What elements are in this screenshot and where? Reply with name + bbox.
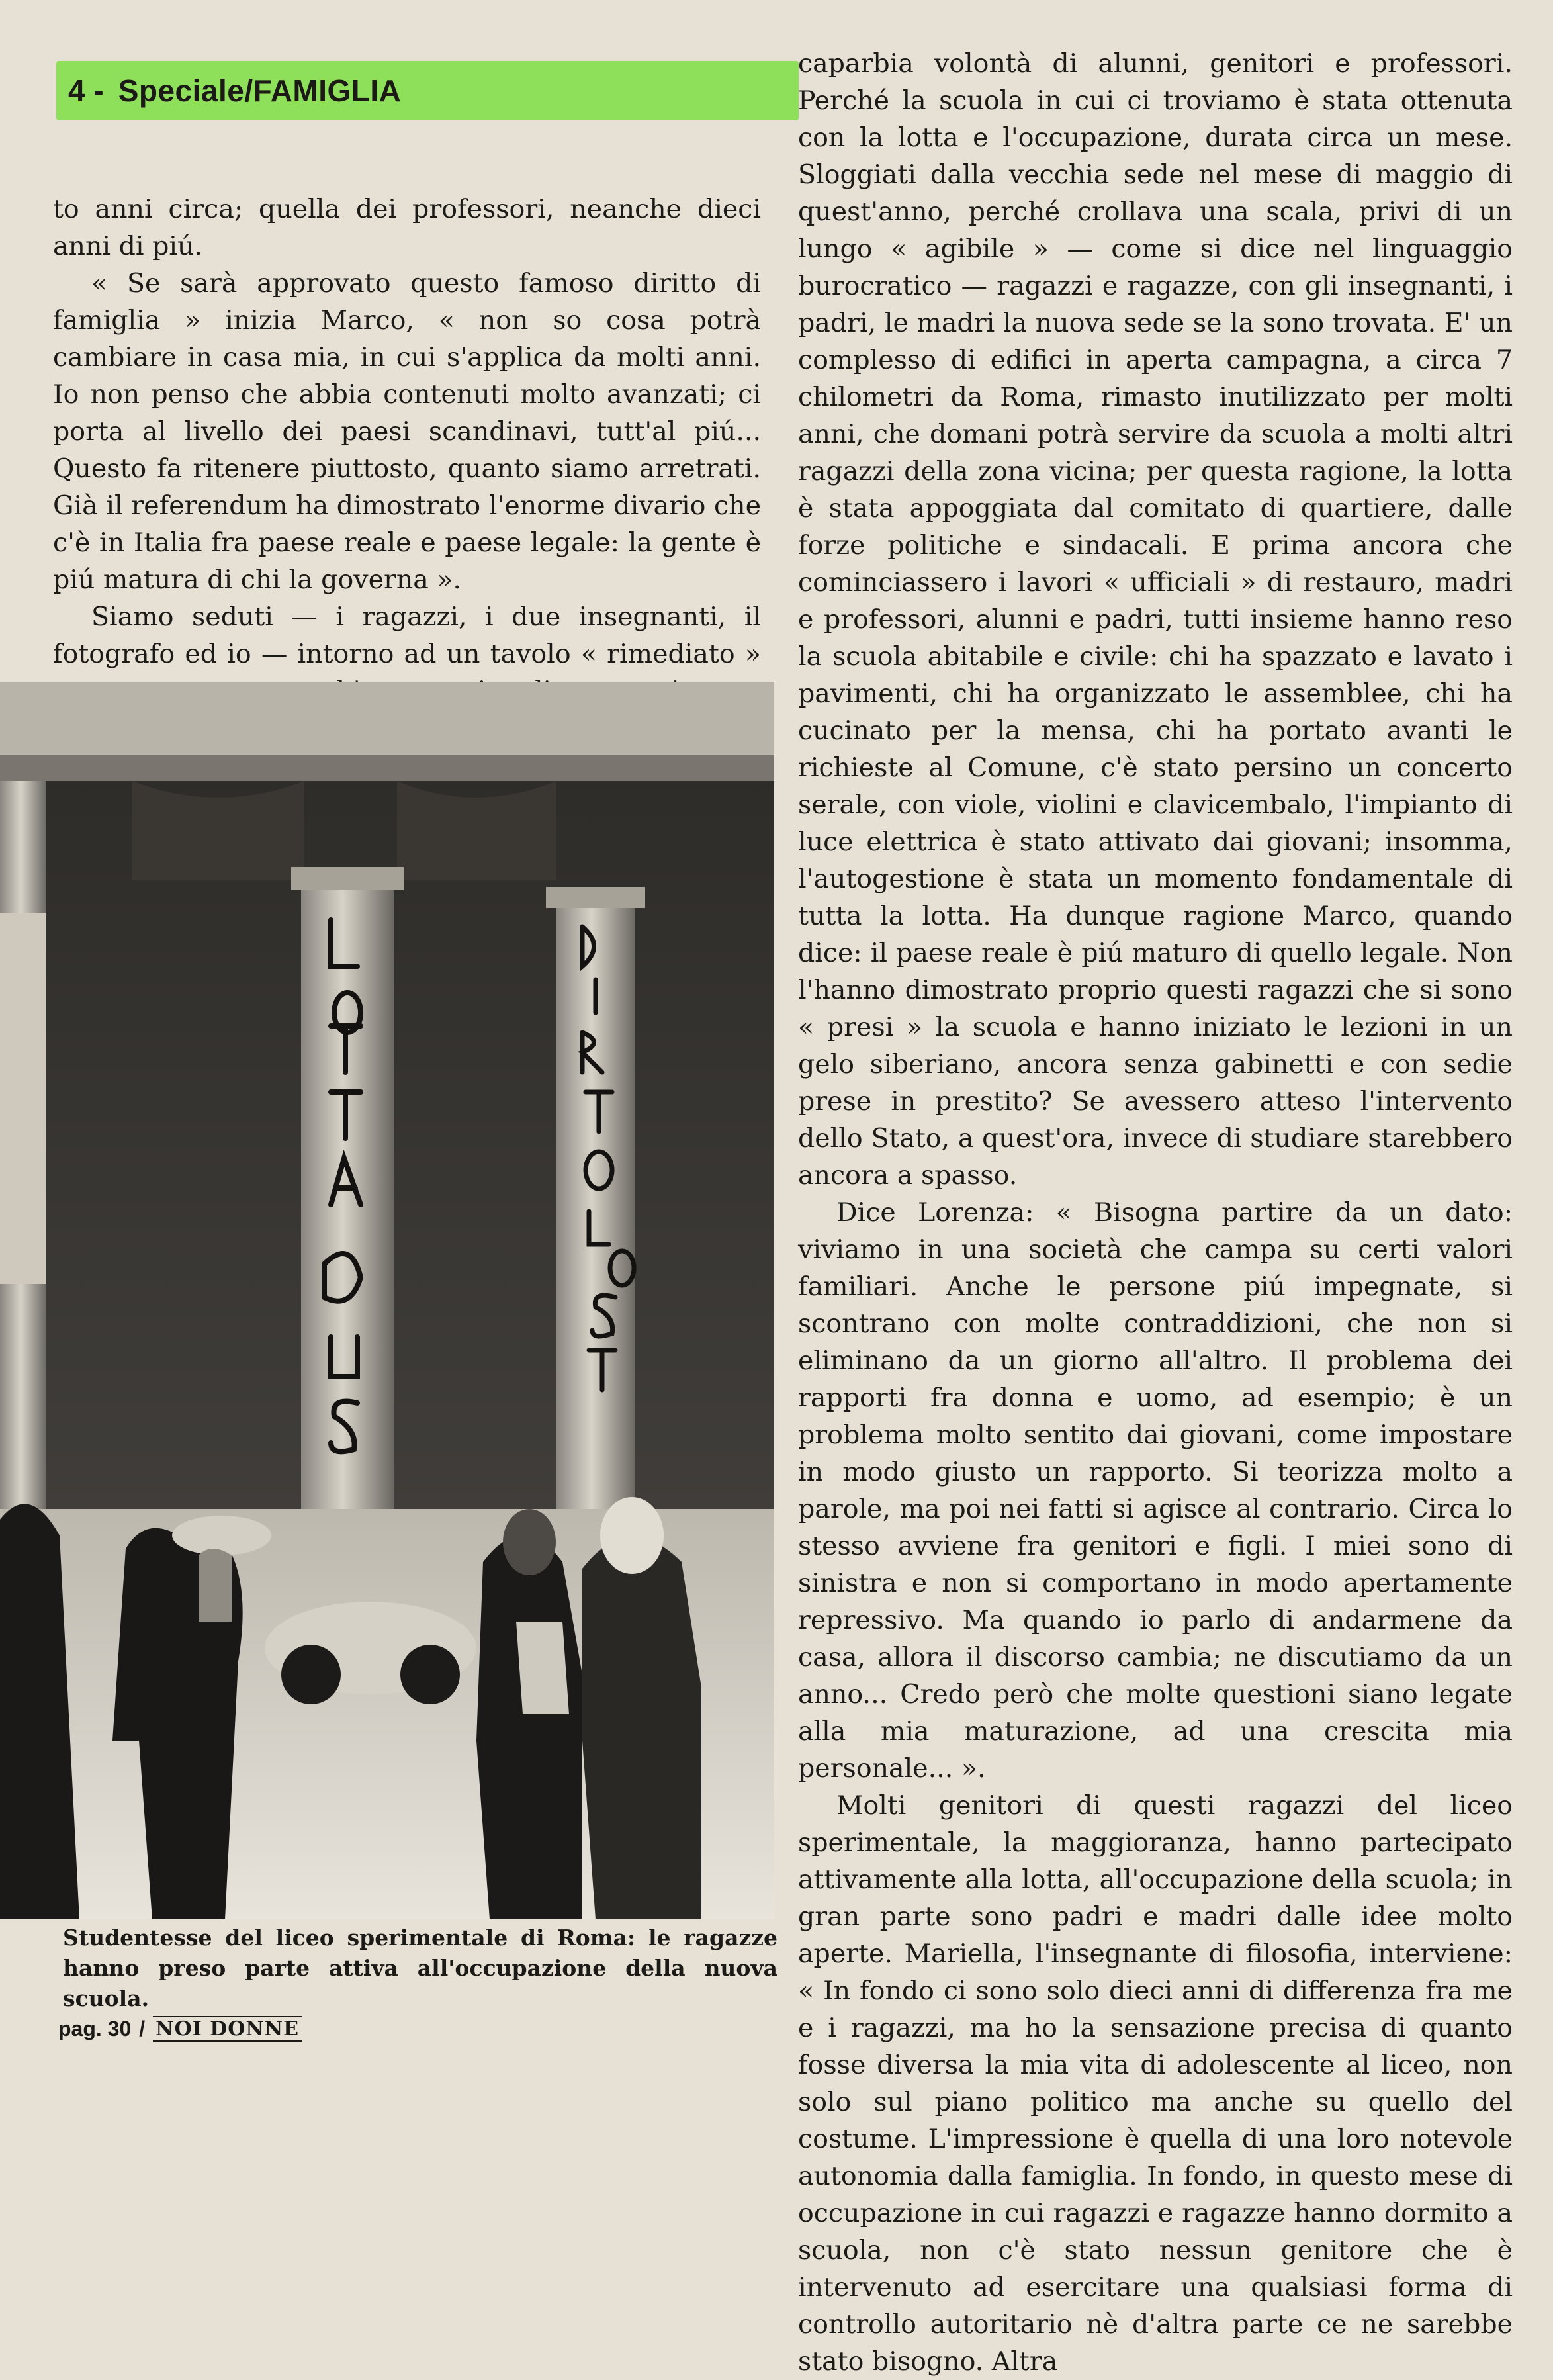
left-column [53,191,761,747]
paragraph: Dice Lorenza: « Bisogna partire da un dato: viviamo in una società che campa su certi valori familiari. Anche le persone piú impegnate, si scontrano con molte contraddizioni, che non si eliminano da un giorno all'altro. Il problema dei rapporti fra donna e uomo, ad esempio; è un problema molto sentito dai giovani, come impostare in modo giusto un rapporto. Si teorizza molto a parole, ma poi nei fatti si agisce al contrario. Circa lo stesso avviene fra genitori e figli. I miei sono di sinistra e non si comportano in modo apertamente repressivo. Ma quando io parlo di andarmene da casa, allora il discorso cambia; ne discutiamo da un anno... Credo però che molte questioni siano legate alla mia maturazione, ad una crescita mia personale... ». [798,1197,1513,1784]
paragraph: « Se sarà approvato questo famoso diritto di famiglia » inizia Marco, « non so cosa potrà cambiare in casa mia, in cui s'applica da molti anni. Io non penso che abbia contenuti molto avanzati; ci porta al livello dei paesi scandinavi, tutt'al piú... Questo fa ritenere piuttosto, quanto siamo arretrati. Già il referendum ha dimostrato l'enorme divario che c'è in Italia fra paese reale e paese legale: la gente è piú matura di chi la governa ». [53,268,761,595]
magazine-logo: NOI DONNE [153,2016,302,2042]
photo-caption: Studentesse del liceo sperimentale di Roma: le ragazze hanno preso parte attiva all'occupazione della nuova scuola. [63,1925,777,2011]
section-banner [56,61,799,120]
page-number: pag. 30 [58,2016,132,2040]
footer-separator: / [139,2016,146,2040]
paragraph: Molti genitori di questi ragazzi del liceo sperimentale, la maggioranza, hanno partecipato attivamente alla lotta, all'occupazione della scuola; in gran parte sono padri e madri dalle idee molto aperte. Mariella, l'insegnante di filosofia, interviene: « In fondo ci sono solo dieci anni di differenza fra me e i ragazzi, ma ho la sensazione precisa di quanto fosse diversa la mia vita di adolescente al liceo, non solo sul piano politico ma anche su quello del costume. L'impressione è quella di una loro notevole autonomia dalla famiglia. In fondo, in questo mese di occupazione in cui ragazzi e ragazze hanno dormito a scuola, non c'è stato nessun genitore che è intervenuto ad esercitare una qualsiasi forma di controllo autoritario nè d'altra parte ce ne sarebbe stato bisogno. Altra [798,1790,1513,2377]
paragraph: Siamo seduti — i ragazzi, i due insegnanti, il fotografo ed io — intorno ad un tavolo « rimediato » [53,602,761,669]
right-column [798,45,1513,2380]
photo-illustration [0,682,774,1919]
article-photo [0,682,774,1919]
page-footer [58,2015,302,2042]
paragraph: to anni circa; quella dei professori, neanche dieci anni di piú. [53,194,761,261]
section-title: Speciale/FAMIGLIA [118,73,402,108]
paragraph: caparbia volontà di alunni, genitori e professori. Perché la scuola in cui ci troviamo è stata ottenuta con la lotta e l'occupazione, durata circa un mese. Sloggiati dalla vecchia sede nel mese di maggio di quest'anno, perché crollava una scala, privi di un lungo « agibile » — come si dice nel linguaggio burocratico — ragazzi e ragazze, con gli insegnanti, i padri, le madri la nuova sede se la sono trovata. E' un complesso di edifici in aperta campagna, a circa 7 chilometri da Roma, rimasto inutilizzato per molti anni, che domani potrà servire da scuola a molti altri ragazzi della zona vicina; per questa ragione, la lotta è stata appoggiata dal comitato di quartiere, dalle forze politiche e sindacali. E prima ancora che cominciassero i lavori « ufficiali » di restauro, madri e professori, alunni e padri, tutti insieme hanno reso la scuola abitabile e civile: chi ha spazzato e lavato i pavimenti, chi ha organizzato le assemblee, chi ha cucinato per la mensa, chi ha portato avanti le richieste al Comune, c'è stato persino un concerto serale, con viole, violini e clavicembalo, l'impianto di luce elettrica è stato attivato dai giovani; insomma, l'autogestione è stata un momento fondamentale di tutta la lotta. Ha dunque ragione Marco, quando dice: il paese reale è piú maturo di quello legale. Non l'hanno dimostrato proprio questi ragazzi che si sono « presi » la scuola e hanno iniziato le lezioni in un gelo siberiano, ancora senza gabinetti e con sedie prese in prestito? Se avessero atteso l'intervento dello Stato, a quest'ora, invece di studiare starebbero ancora a spasso. [798,48,1513,1191]
section-number: 4 - [68,73,104,108]
